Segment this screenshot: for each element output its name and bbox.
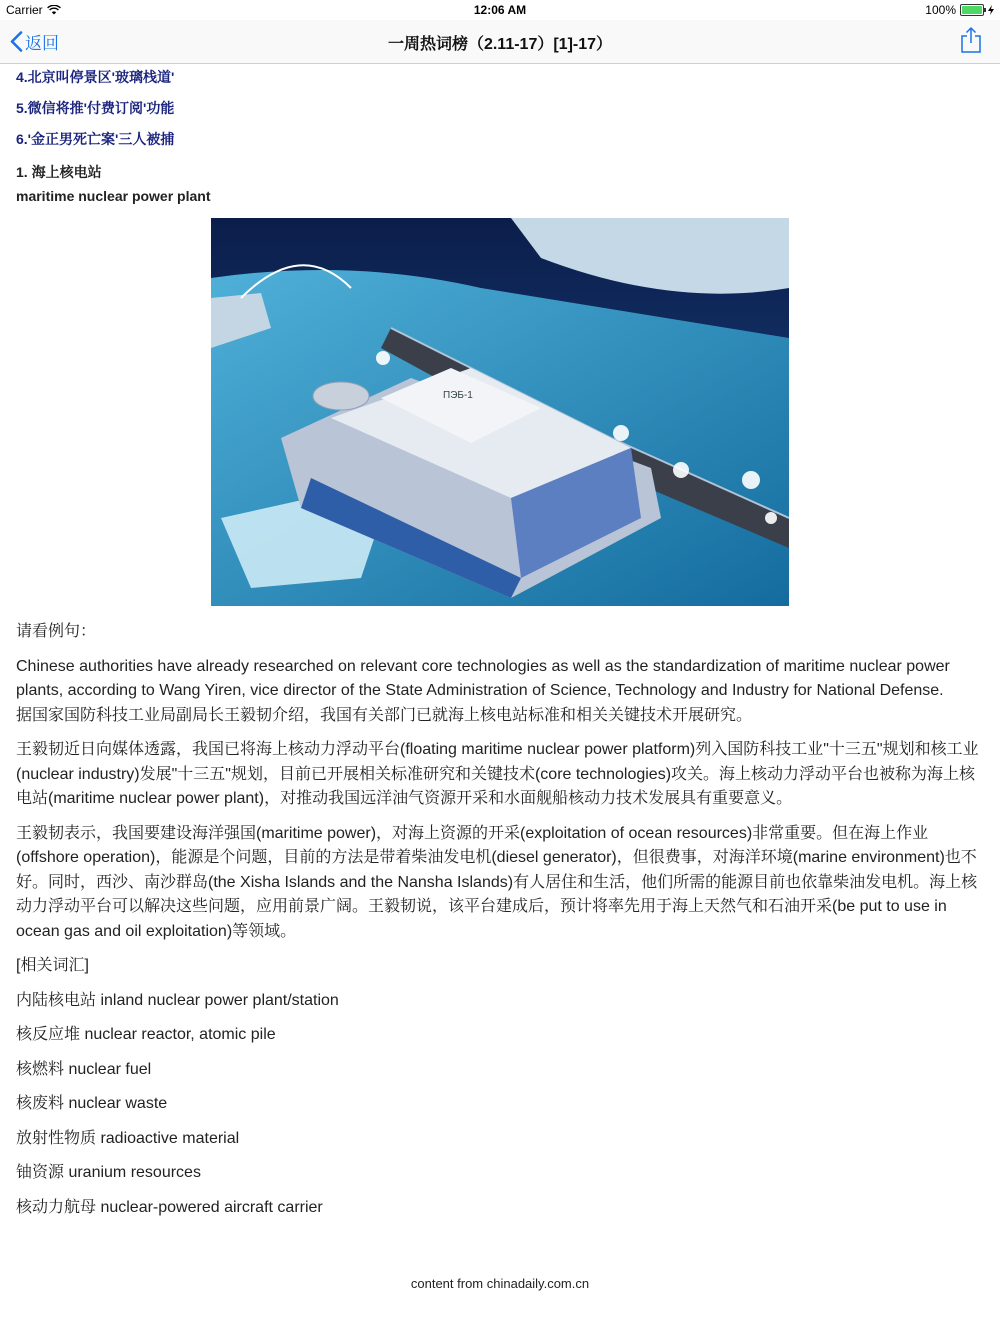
related-link-5[interactable]: 5.微信将推'付费订阅'功能 xyxy=(16,100,175,116)
battery-indicator xyxy=(925,3,994,17)
paragraph-en-text: Chinese authorities have already researched on relevant core technologies as well as the standardization of maritime nuclear power plants, according to Wang Yiren, vice director of the State Administration of Science, Technology and Industry for National Defense. xyxy=(16,657,950,699)
vocab-item: 核燃料 nuclear fuel xyxy=(16,1060,152,1078)
battery-percent: 100% xyxy=(925,3,956,17)
navigation-bar xyxy=(0,20,1000,64)
share-button[interactable] xyxy=(960,26,982,59)
charging-bolt-icon xyxy=(988,5,994,15)
status-bar xyxy=(0,0,1000,20)
vocab-item: 放射性物质 radioactive material xyxy=(16,1129,240,1147)
source-footer: content from chinadaily.com.cn xyxy=(410,1276,590,1291)
vocab-item: 内陆核电站 inland nuclear power plant/station xyxy=(16,991,339,1009)
back-label: 返回 xyxy=(25,34,59,53)
vocab-item: 核反应堆 nuclear reactor, atomic pile xyxy=(16,1026,276,1043)
battery-fill xyxy=(962,6,982,14)
paragraph-3: 王毅韧表示，我国要建设海洋强国(maritime power)，对海上资源的开采(exploitation of ocean resources)非常重要。但在海上作业(offshore operation)，能源是个问题，目前的方法是带着柴油发电机(diesel generator)，但很费事，对海洋环境(marine environment)也不好。同时，西沙、南沙群岛(the Xisha Islands and the Nansha Islands)有人居住和生活，他们所需的能源目前也依靠柴油发电机。海上核动力浮动平台可以解决这些问题，应用前景广阔。王毅韧说，该平台建成后，预计将率先用于海上天然气和石油开采(be put to use in ocean gas and oil exploitation)等领域。 xyxy=(16,824,978,940)
example-intro: 请看例句： xyxy=(16,623,97,640)
related-link-4[interactable]: 4.北京叫停景区'玻璃栈道' xyxy=(16,69,175,85)
term-heading-cn: 1. 海上核电站 xyxy=(16,164,102,180)
paragraph-cn-translation: 据国家国防科技工业局副局长王毅韧介绍，我国有关部门已就海上核电站标准和相关关键技术开展研究。 xyxy=(16,706,753,724)
term-heading-en: maritime nuclear power plant xyxy=(16,188,211,204)
battery-icon xyxy=(960,4,984,16)
paragraph-en xyxy=(16,655,984,729)
vocab-item: 核废料 nuclear waste xyxy=(16,1095,168,1112)
ship-label: ПЭБ-1 xyxy=(443,390,473,401)
paragraph-2: 王毅韧近日向媒体透露，我国已将海上核动力浮动平台(floating maritime nuclear power platform)列入国防科技工业"十三五"规划和核工业(nuclear industry)发展"十三五"规划，目前已开展相关标准研究和关键技术(core technologies)攻关。海上核动力浮动平台也被称为海上核电站(maritime nuclear power plant)，对推动我国远洋油气资源开采和水面舰船核动力技术发展具有重要意义。 xyxy=(16,741,979,807)
vocab-item: 铀资源 uranium resources xyxy=(16,1164,201,1181)
vocab-item: 核动力航母 nuclear-powered aircraft carrier xyxy=(16,1198,323,1216)
page-title: 一周热词榜（2.11-17）[1]-17） xyxy=(387,36,613,53)
carrier-label: Carrier xyxy=(6,3,43,17)
article-content xyxy=(16,64,984,1230)
status-time: 12:06 AM xyxy=(473,3,527,17)
related-link-6[interactable]: 6.'金正男死亡案'三人被捕 xyxy=(16,131,175,147)
share-icon xyxy=(960,26,982,54)
vocab-title: [相关词汇] xyxy=(16,957,89,974)
article-photo xyxy=(211,218,789,606)
